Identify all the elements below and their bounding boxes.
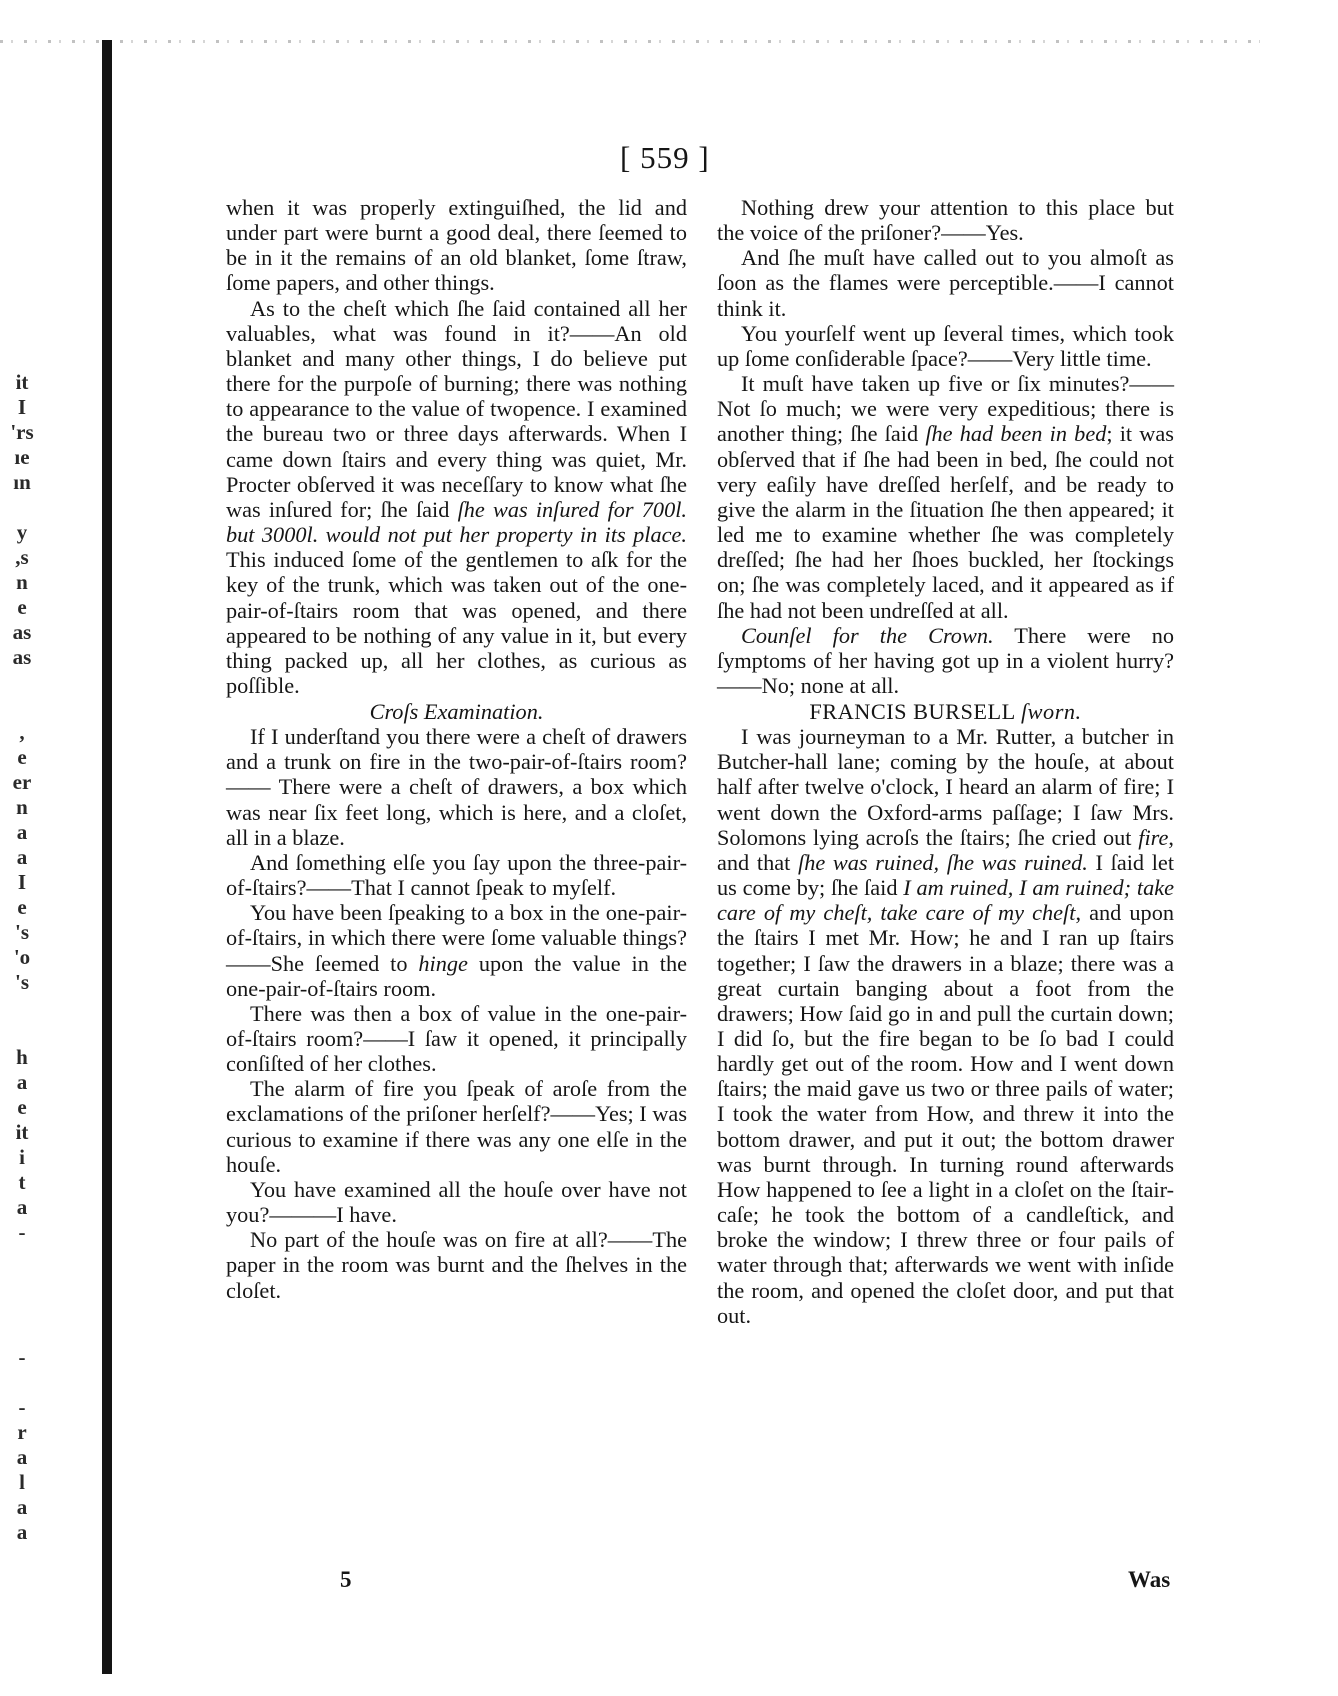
margin-fragment [2,670,42,695]
paragraph: I was journeyman to a Mr. Rutter, a butcher in Butcher-hall lane; coming by the houſe, at about half after twelve o'clock, I heard an alarm of fire; I went down the Oxford-arms paſſage; I ſaw Mrs. Solomons lying acroſs the ſtairs; ſhe cried out fire, and that ſhe was ruined, ſhe was ruined. I ſaid let us come by; ſhe ſaid I am ruined, I am ruined; take care of my cheſt, take care of my cheſt, and upon the ſtairs I met Mr. How; he and I ran up ſtairs together; I ſaw the drawers in a blaze; there was a great curtain banging about a foot from the drawers; How ſaid go in and pull the curtain down; I did ſo, but the fire began to be ſo bad I could hardly get out of the room. How and I went down ſtairs; the maid gave us two or three pails of water; I took the water from How, and threw it into the bottom drawer, and put it out; the bottom drawer was burnt through. In turning round afterwards How happened to ſee a light in a cloſet on the ſtair-caſe; he took the bottom of a candleſtick, and broke the window; I threw three or four pails of water through that; afterwards we went with inſide the room, and opened the cloſet door, and put that out. [717,724,1175,1328]
margin-fragment: - [18,1395,26,1419]
margin-fragment [2,495,42,520]
paragraph: The alarm of fire you ſpeak of aroſe from the exclamations of the priſoner herſelf?——Yes; I was curious to examine if there was any one elſe in the houſe. [226,1076,687,1177]
signature-mark: 5 [340,1567,352,1592]
margin-fragment: a [16,1495,28,1519]
margin-fragment: ıe [14,445,30,469]
margin-fragment [2,1295,42,1320]
right-text-column [717,195,1174,1328]
margin-fragment: 'rs [10,420,34,444]
paragraph: You yourſelf went up ſeveral times, which took up ſome conſiderable ſpace?——Very little time. [717,320,1174,371]
margin-fragment: a [16,1445,28,1469]
witness-heading: FRANCIS BURSELL ſworn. [809,699,1082,725]
paragraph: And ſhe muſt have called out to you almoſt as ſoon as the flames were perceptible.——I cannot think it. [717,245,1174,321]
margin-fragment: r [17,1420,27,1444]
margin-fragment: e [17,1095,27,1119]
margin-fragment: h [16,1045,28,1069]
margin-fragment: n [16,795,28,819]
paragraph: It muſt have taken up five or ſix minutes?——Not ſo much; we were very expeditious; there is another thing; ſhe ſaid ſhe had been in bed; it was obſerved that if ſhe had been in bed, ſhe could not very eaſily have dreſſed herſelf, and be ready to give the alarm in the ſituation ſhe then appeared; it led me to examine whether ſhe was completely dreſſed; ſhe had her ſhoes buckled, her ſtockings on; ſhe was completely laced, and it appeared as if ſhe had not been undreſſed at all. [717,371,1174,623]
margin-fragment [2,1020,42,1045]
margin-fragment: a [16,820,28,844]
paragraph: when it was properly extinguiſhed, the lid and under part were burnt a good deal, there ſeemed to be in it the remains of an old blanket, ſome ſtraw, ſome papers, and other things. [226,195,687,296]
catchword: Was [1128,1567,1171,1592]
margin-fragment: e [17,595,27,619]
margin-fragment: i [19,1145,25,1169]
paragraph: You have examined all the houſe over have not you?———I have. [226,1176,687,1228]
page-number: [ 559 ] [620,140,710,175]
left-text-column [226,195,687,1303]
paragraph: You have been ſpeaking to a box in the one-pair-of-ſtairs, in which there were ſome valuable things?——She ſeemed to hinge upon the value in the one-pair-of-ſtairs room. [226,900,687,1001]
margin-fragment [2,1245,42,1270]
margin-fragment: , [19,720,25,744]
margin-fragment: I [17,395,27,419]
margin-fragment: ın [13,470,31,494]
margin-fragment: - [18,1220,26,1244]
margin-fragment: 'o [13,945,31,969]
margin-fragment: as [12,645,32,669]
margin-fragment: y [16,520,28,544]
margin-fragment: ,s [15,545,29,569]
margin-fragment: er [12,770,32,794]
margin-fragment: - [18,1345,26,1369]
margin-fragment: a [16,1070,28,1094]
margin-fragment: I [17,870,27,894]
margin-fragment [2,1370,42,1395]
paragraph: And ſomething elſe you ſay upon the three-pair-of-ſtairs?——That I cannot ſpeak to myſelf. [226,849,687,901]
paragraph: Nothing drew your attention to this place but the voice of the priſoner?——Yes. [717,195,1174,246]
section-heading-cross-examination: Croſs Examination. [369,699,544,725]
paragraph: As to the cheſt which ſhe ſaid contained all her valuables, what was found in it?——An old blanket and many other things, I do believe put there for the purpoſe of burning; there was nothing to appearance to the value of twopence. I examined the bureau two or three days afterwards. When I came down ſtairs and every thing was quiet, Mr. Procter obſerved it was neceſſary to know what ſhe was inſured for; ſhe ſaid ſhe was inſured for 700l. but 3000l. would not put her property in its place. This induced ſome of the gentlemen to aſk for the key of the trunk, which was taken out of the one-pair-of-ſtairs room that was opened, and there appeared to be nothing of any value in it, but every thing packed up, all her clothes, as curious as poſſible. [226,295,687,698]
paragraph: If I underſtand you there were a cheſt of drawers and a trunk on fire in the two-pair-of-ſtairs room? —— There were a cheſt of drawers, a box which was near ſix feet long, which is here, and a cloſet, all in a blaze. [226,724,687,850]
margin-fragment: a [16,845,28,869]
margin-fragment [2,995,42,1020]
margin-fragment [2,695,42,720]
margin-fragment: as [12,620,32,644]
margin-fragment [2,1270,42,1295]
margin-fragment: e [17,745,27,769]
scan-noise-top [0,40,1260,43]
paragraph: Counſel for the Crown. There were no ſymptoms of her having got up in a violent hurry?——No; none at all. [717,622,1174,698]
margin-fragment: a [16,1520,28,1544]
margin-fragment: e [17,895,27,919]
facing-page-margin-bleed [2,370,42,1545]
margin-fragment: it [15,1120,29,1144]
paragraph: There was then a box of value in the one-pair-of-ſtairs room?——I ſaw it opened, it principally conſiſted of her clothes. [226,1000,687,1077]
margin-fragment: a [16,1195,28,1219]
margin-fragment: t [18,1170,26,1194]
margin-fragment: 's [14,920,29,944]
margin-fragment: l [19,1470,25,1494]
binding-gutter-shadow [102,40,112,1674]
margin-fragment: it [15,370,29,394]
margin-fragment: 's [14,970,29,994]
margin-fragment [2,1320,42,1345]
paragraph: No part of the houſe was on fire at all?——The paper in the room was burnt and the ſhelves in the cloſet. [226,1227,687,1303]
margin-fragment: n [16,570,28,594]
